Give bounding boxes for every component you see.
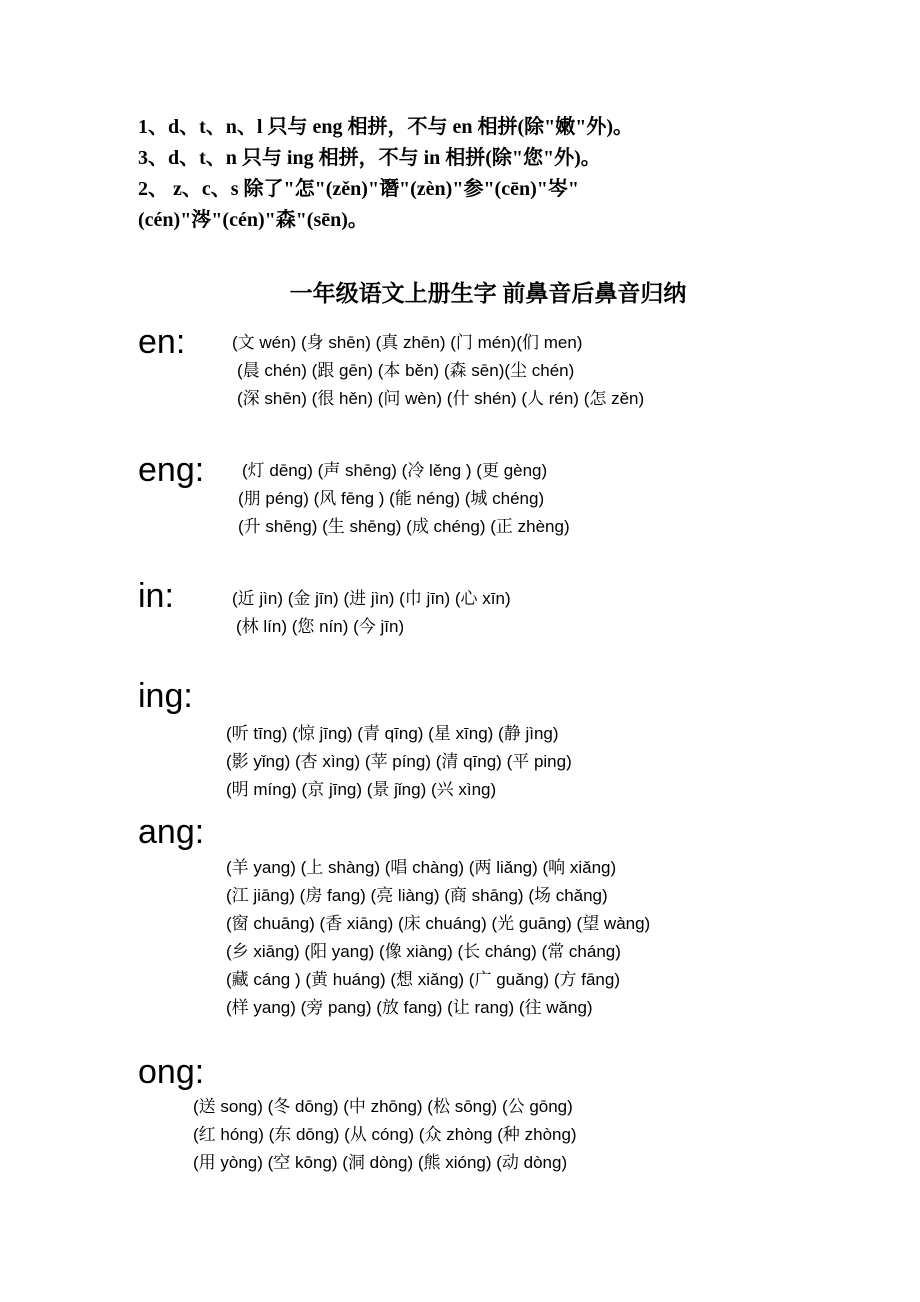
word-line: (深 shēn) (很 hěn) (问 wèn) (什 shén) (人 rén) (怎 zěn) bbox=[237, 389, 645, 408]
word-line: (灯 dēng) (声 shēng) (冷 lěng ) (更 gèng) bbox=[242, 461, 548, 480]
section-heading: en: bbox=[138, 323, 186, 361]
word-line: (羊 yang) (上 shàng) (唱 chàng) (两 liǎng) (响 xiǎng) bbox=[226, 858, 617, 877]
word-line: (乡 xiāng) (阳 yang) (像 xiàng) (长 cháng) (常 cháng) bbox=[226, 942, 621, 961]
word-list bbox=[226, 854, 650, 1022]
word-line: (藏 cáng ) (黄 huáng) (想 xiǎng) (广 guǎng) (方 fāng) bbox=[226, 970, 620, 989]
word-line: (朋 péng) (风 fēng ) (能 néng) (城 chéng) bbox=[238, 489, 545, 508]
section-heading: ang: bbox=[138, 813, 205, 851]
word-line: (样 yang) (旁 pang) (放 fang) (让 rang) (往 wǎng) bbox=[226, 998, 593, 1017]
word-list bbox=[232, 329, 644, 413]
section-heading: ong: bbox=[138, 1053, 205, 1091]
word-list bbox=[238, 457, 570, 541]
word-list bbox=[226, 720, 572, 804]
rule-line: 3、d、t、n 只与 ing 相拼，不与 in 相拼(除"您"外)。 bbox=[138, 147, 601, 169]
word-line: (江 jiāng) (房 fang) (亮 liàng) (商 shāng) (场 chǎng) bbox=[226, 886, 608, 905]
word-list bbox=[232, 585, 511, 641]
section-heading: ing: bbox=[138, 677, 193, 715]
section-heading: eng: bbox=[138, 451, 205, 489]
word-line: (窗 chuāng) (香 xiāng) (床 chuáng) (光 guāng) (望 wàng) bbox=[226, 914, 651, 933]
rule-line: (cén)"涔"(cén)"森"(sēn)。 bbox=[138, 209, 368, 231]
pinyin-rules bbox=[138, 112, 778, 236]
word-line: (晨 chén) (跟 gēn) (本 běn) (森 sēn)(尘 chén) bbox=[237, 361, 575, 380]
word-line: (红 hóng) (东 dōng) (从 cóng) (众 zhòng (种 zhòng) bbox=[193, 1125, 577, 1144]
word-line: (听 tīng) (惊 jīng) (青 qīng) (星 xīng) (静 jìng) bbox=[226, 724, 559, 743]
word-list bbox=[193, 1093, 577, 1177]
word-line: (近 jìn) (金 jīn) (进 jìn) (巾 jīn) (心 xīn) bbox=[232, 589, 511, 608]
section-heading: in: bbox=[138, 577, 174, 615]
word-line: (用 yòng) (空 kōng) (洞 dòng) (熊 xióng) (动 dòng) bbox=[193, 1153, 568, 1172]
word-line: (明 míng) (京 jīng) (景 jǐng) (兴 xìng) bbox=[226, 780, 497, 799]
word-line: (文 wén) (身 shēn) (真 zhēn) (门 mén)(们 men) bbox=[232, 333, 583, 352]
word-line: (林 lín) (您 nín) (今 jīn) bbox=[236, 617, 405, 636]
page-title: 一年级语文上册生字 前鼻音后鼻音归纳 bbox=[289, 281, 687, 306]
word-line: (影 yǐng) (杏 xìng) (苹 píng) (清 qīng) (平 ping) bbox=[226, 752, 572, 771]
word-line: (送 song) (冬 dōng) (中 zhōng) (松 sōng) (公 gōng) bbox=[193, 1097, 573, 1116]
word-line: (升 shēng) (生 shēng) (成 chéng) (正 zhèng) bbox=[238, 517, 570, 536]
rule-line: 2、 z、c、s 除了"怎"(zěn)"谮"(zèn)"参"(cēn)"岑" bbox=[138, 178, 579, 200]
rule-line: 1、d、t、n、l 只与 eng 相拼，不与 en 相拼(除"嫩"外)。 bbox=[138, 116, 633, 138]
